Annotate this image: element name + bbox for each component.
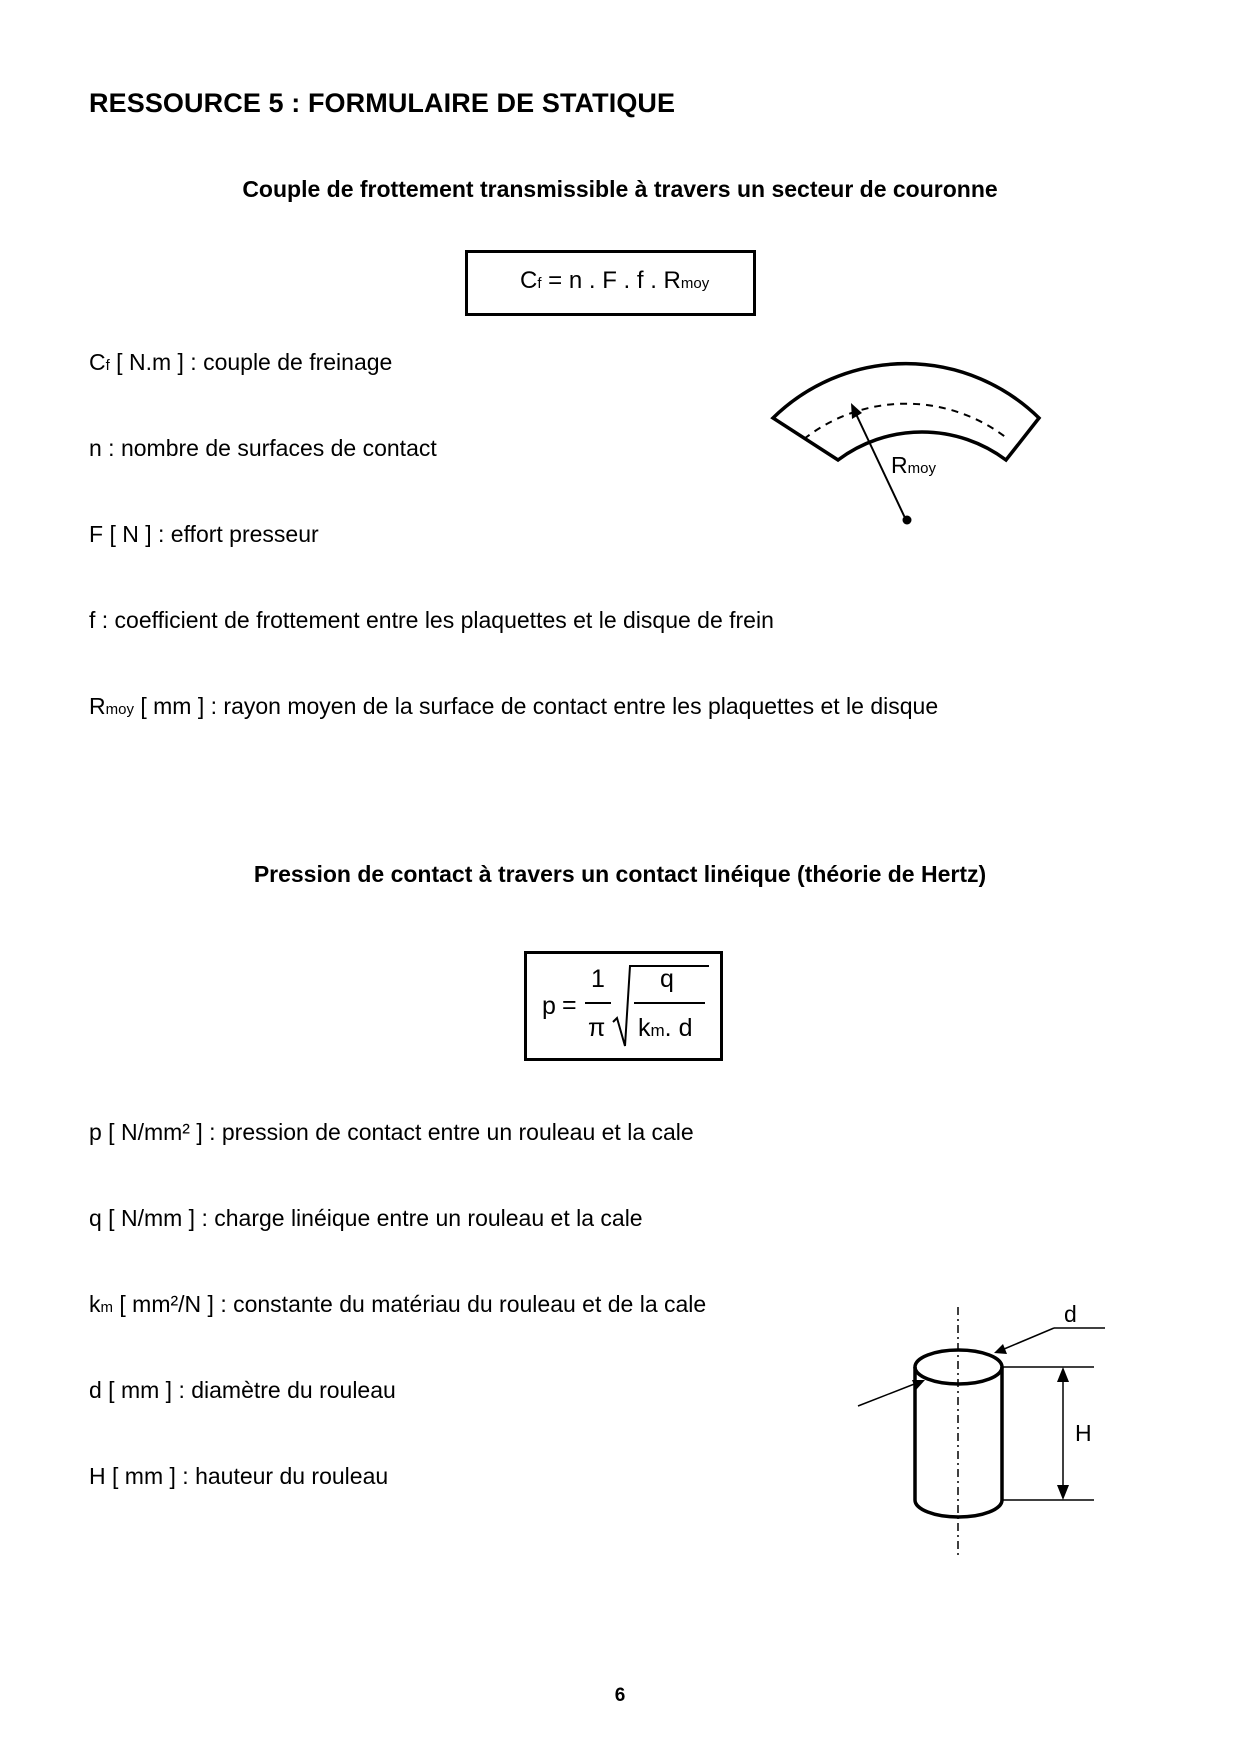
def-text: [ N/mm ] : charge linéique entre un rouleau et la cale	[101, 1205, 643, 1231]
formula-strokes	[527, 954, 720, 1058]
formula-numerator: 1	[591, 965, 605, 993]
formula-radicand-numerator: q	[660, 965, 674, 993]
def-text: [ mm ] : diamètre du rouleau	[101, 1377, 396, 1403]
page-number: 6	[614, 1685, 626, 1706]
def-text: [ N/mm² ] : pression de contact entre un rouleau et la cale	[101, 1119, 694, 1145]
definition-line	[89, 349, 392, 376]
def-text: [ mm²/N ] : constante du matériau du rouleau et de la cale	[113, 1291, 707, 1317]
def-text: : coefficient de frottement entre les plaquettes et le disque de frein	[95, 607, 774, 633]
height-arrowhead-bottom	[1057, 1485, 1069, 1500]
formula-rhs-sub: moy	[680, 275, 710, 292]
definition-line	[89, 1463, 388, 1490]
section1-heading: Couple de frottement transmissible à travers un secteur de couronne	[242, 176, 998, 202]
definition-line	[89, 1377, 396, 1404]
formula-lhs: C	[520, 267, 538, 294]
height-label: H	[1075, 1420, 1092, 1446]
center-point	[903, 516, 912, 525]
def-symbol: k	[89, 1291, 101, 1317]
formula-lhs-sub: f	[537, 275, 542, 292]
formula-equals: =	[562, 991, 577, 1019]
def-symbol-sub: m	[100, 1299, 113, 1316]
friction-couple-formula	[465, 250, 756, 316]
formula-denominator: π	[588, 1014, 606, 1042]
diameter-leader-left	[858, 1381, 922, 1406]
def-text: [ mm ] : rayon moyen de la surface de contact entre les plaquettes et le disque	[133, 693, 939, 719]
def-symbol: d	[89, 1377, 102, 1403]
formula-d: . d	[664, 1014, 693, 1042]
definition-line	[89, 435, 437, 462]
def-symbol: H	[89, 1463, 106, 1489]
definition-line	[89, 693, 938, 720]
def-text: [ mm ] : hauteur du rouleau	[105, 1463, 389, 1489]
rmoy-label-main: R	[891, 452, 908, 478]
definition-line	[89, 607, 774, 634]
crown-sector-outline	[773, 364, 1039, 460]
def-symbol: q	[89, 1205, 102, 1231]
def-text: [ N.m ] : couple de freinage	[109, 349, 393, 375]
def-symbol: n	[89, 435, 102, 461]
section2-heading: Pression de contact à travers un contact linéique (théorie de Hertz)	[253, 861, 987, 887]
hertz-pressure-formula	[524, 951, 723, 1061]
roller-figure	[850, 1300, 1110, 1570]
def-text: [ N ] : effort presseur	[103, 521, 319, 547]
def-symbol: C	[89, 349, 106, 375]
definition-line	[89, 1119, 694, 1146]
diameter-label: d	[1064, 1301, 1077, 1327]
formula-rhs: = n . F . f . R	[541, 267, 681, 294]
def-symbol: F	[89, 521, 104, 547]
friction-couple-formula-text	[520, 267, 709, 295]
def-symbol-sub: f	[105, 357, 110, 374]
height-arrowhead-top	[1057, 1367, 1069, 1382]
def-text: : nombre de surfaces de contact	[101, 435, 437, 461]
definition-line	[89, 1291, 706, 1318]
rmoy-label-sub: moy	[907, 460, 936, 477]
sqrt-sign	[613, 966, 709, 1046]
crown-sector-figure	[760, 345, 1060, 535]
definition-line	[89, 521, 319, 548]
definition-line	[89, 1205, 643, 1232]
page-title: RESSOURCE 5 : FORMULAIRE DE STATIQUE	[89, 88, 676, 118]
diameter-leader-right	[997, 1328, 1054, 1352]
def-symbol: f	[89, 607, 96, 633]
def-symbol: p	[89, 1119, 102, 1145]
def-symbol-sub: moy	[105, 701, 134, 718]
formula-p: p	[542, 992, 556, 1020]
formula-k-sub: m	[650, 1021, 665, 1040]
formula-k: k	[638, 1014, 651, 1042]
def-symbol: R	[89, 693, 106, 719]
rmoy-label	[891, 452, 936, 479]
